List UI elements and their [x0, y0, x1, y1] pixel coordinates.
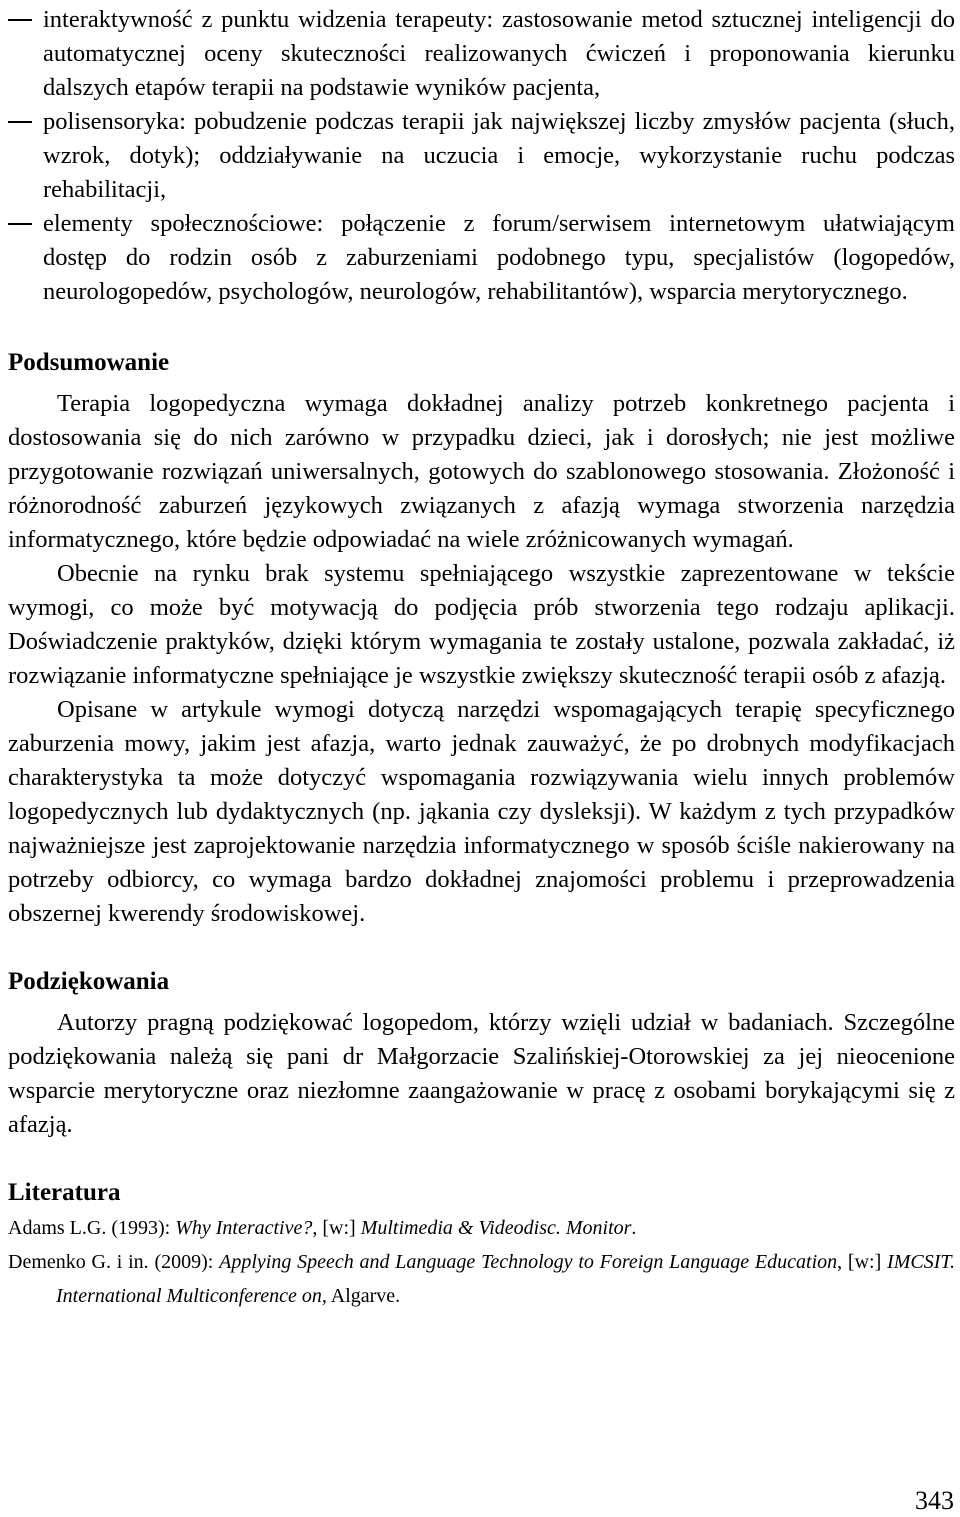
paragraph: Autorzy pragną podziękować logopedom, którzy wzięli udział w badaniach. Szczególne podziękowania należą się pani dr Małgorzacie Szalińskiej-Otorowskiej za jej nieocenione wsparcie merytoryczne oraz niezłomne zaangażowanie w pracę z osobami borykającymi się z afazją.: [8, 1009, 955, 1138]
reference-tail: , Algarve.: [321, 1285, 401, 1307]
section-heading-summary: Podsumowanie: [8, 349, 170, 376]
reference-tail: .: [631, 1217, 637, 1239]
paragraph: Obecnie na rynku brak systemu spełniającego wszystkie zaprezentowane w tekście wymogi, co może być motywacją do podjęcia prób stworzenia tego rodzaju aplikacji. Doświadczenie praktyków, dzięki którym wymagania te zostały ustalone, pozwala zakładać, iż rozwiązanie informatyczne spełniające je wszystkie zwiększy skuteczność terapii osób z afazją.: [8, 560, 955, 689]
reference-list: [8, 1211, 955, 1313]
summary-section: [8, 387, 955, 931]
reference-item: [8, 1211, 955, 1245]
section-heading-acknowledgements: Podziękowania: [8, 968, 170, 995]
reference-authors: Demenko G. i in. (2009):: [8, 1251, 220, 1273]
paragraph: Opisane w artykule wymogi dotyczą narzędzi wspomagających terapię specyficznego zaburzenia mowy, jakim jest afazja, warto jednak zauważyć, że po drobnych modyfikacjach charakterystyka ta może dotyczyć wspomagania rozwiązywania wielu innych problemów logopedycznych lub dydaktycznych (np. jąkania czy dysleksji). W każdym z tych przypadków najważniejsze jest zaprojektowanie narzędzia informatycznego w sposób ściśle nakierowany na potrzeby odbiorcy, co wymaga bardzo dokładnej znajomości problemu i przeprowadzenia obszernej kwerendy środowiskowej.: [8, 696, 955, 927]
requirements-list: [8, 3, 955, 309]
list-item-text: interaktywność z punktu widzenia terapeuty: zastosowanie metod sztucznej inteligencji do automatycznej oceny skuteczności realizowanych ćwiczeń i proponowania kierunku dalszych etapów terapii na podstawie wyników pacjenta,: [43, 6, 955, 101]
list-item: [8, 207, 955, 309]
reference-title: Applying Speech and Language Technology to Foreign Language Education: [219, 1251, 838, 1273]
list-item: [8, 3, 955, 105]
dash-bullet-icon: [8, 223, 32, 225]
document-page: [8, 0, 955, 1313]
reference-separator: , [w:]: [837, 1251, 888, 1273]
reference-authors: Adams L.G. (1993):: [8, 1217, 176, 1239]
section-heading-literature: Literatura: [8, 1179, 121, 1206]
dash-bullet-icon: [8, 19, 32, 21]
reference-item: [8, 1245, 955, 1313]
list-item-text: polisensoryka: pobudzenie podczas terapii jak największej liczby zmysłów pacjenta (słuch, wzrok, dotyk); oddziaływanie na uczucia i emocje, wykorzystanie ruchu podczas rehabilitacji,: [43, 108, 955, 203]
list-item: [8, 105, 955, 207]
reference-title: Why Interactive?: [175, 1217, 313, 1239]
list-item-text: elementy społecznościowe: połączenie z forum/serwisem internetowym ułatwiającym dostęp do rodzin osób z zaburzeniami podobnego typu, specjalistów (logopedów, neurologopedów, psychologów, neurologów, rehabilitantów), wsparcia merytorycznego.: [43, 210, 955, 305]
reference-source: IMCSIT. International Multiconference on: [56, 1251, 955, 1307]
acknowledgements-section: [8, 1006, 955, 1142]
paragraph: Terapia logopedyczna wymaga dokładnej analizy potrzeb konkretnego pacjenta i dostosowania się do nich zarówno w przypadku dzieci, jak i dorosłych; nie jest możliwe przygotowanie rozwiązań uniwersalnych, gotowych do szablonowego stosowania. Złożoność i różnorodność zaburzeń językowych związanych z afazją wymaga stworzenia narzędzia informatycznego, które będzie odpowiadać na wiele zróżnicowanych wymagań.: [8, 390, 955, 553]
page-number: 343: [915, 1486, 954, 1515]
dash-bullet-icon: [8, 121, 32, 123]
reference-source: Multimedia & Videodisc. Monitor: [360, 1217, 632, 1239]
reference-separator: , [w:]: [312, 1217, 361, 1239]
